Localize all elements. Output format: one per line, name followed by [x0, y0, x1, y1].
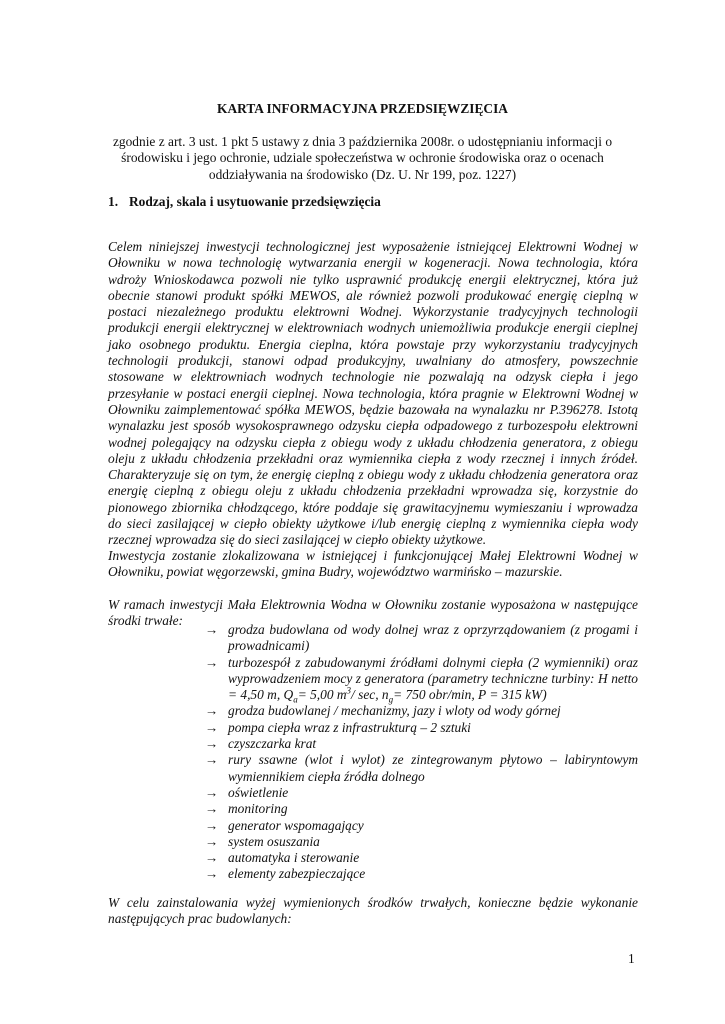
list-item: → rury ssawne (wlot i wylot) ze zintegrowanym płytowo – labiryntowym wymiennikiem ciepła źródła dolnego — [205, 752, 638, 784]
turbine-n-subscript: g — [388, 694, 394, 705]
works-intro-paragraph: W celu zainstalowania wyżej wymienionych środków trwałych, konieczne będzie wykonanie następujących prac budowlanych: — [108, 895, 638, 927]
section-number: 1. — [108, 194, 119, 209]
list-item: → grodza budowlana od wody dolnej wraz z oprzyrządowaniem (z progami i prowadnicami) — [205, 622, 638, 654]
equipment-list — [205, 622, 638, 883]
list-item: → pompa ciepła wraz z infrastrukturą – 2 sztuki — [205, 719, 471, 735]
arrow-icon: → — [205, 703, 219, 719]
arrow-icon: → — [205, 752, 219, 768]
list-item: → automatyka i sterowanie — [205, 850, 360, 866]
arrow-icon: → — [205, 833, 219, 849]
list-item: → system osuszania — [205, 833, 320, 849]
document-title: KARTA INFORMACYJNA PRZEDSIĘWZIĘCIA — [217, 101, 508, 116]
arrow-icon: → — [205, 817, 219, 833]
arrow-icon: → — [205, 850, 219, 866]
arrow-icon: → — [205, 866, 219, 882]
section-title: Rodzaj, skala i usytuowanie przedsięwzięcia — [129, 194, 381, 209]
list-item: → turbozespół z zabudowanymi źródłami dolnymi ciepła (2 wymienniki) oraz wyprowadzeniem mocy z generatora (parametry techniczne turbiny: H netto = 4,50 m, $Q_a= 5,00$ $m^3/$ sec, $n_g= 750$ obr/min, P = 315 kW) — [205, 654, 638, 705]
page-number: 1 — [628, 951, 635, 966]
list-item: → oświetlenie — [205, 784, 289, 800]
list-item: → grodza budowlanej / mechanizmy, jazy i wloty od wody górnej — [205, 703, 561, 719]
turbine-q-superscript: 3 — [346, 685, 352, 696]
list-item: → monitoring — [205, 801, 288, 817]
arrow-icon: → — [205, 719, 219, 735]
equipment-intro-paragraph: W ramach inwestycji Mała Elektrownia Wodna w Ołowniku zostanie wyposażona w następujące środki trwałe: — [108, 597, 638, 629]
turbine-q-subscript: a — [293, 694, 298, 705]
arrow-icon: → — [205, 736, 219, 752]
arrow-icon: → — [205, 622, 219, 637]
document-subtitle: zgodnie z art. 3 ust. 1 pkt 5 ustawy z dnia 3 października 2008r. o udostępnianiu informacji o środowisku i jego ochronie, udziale społeczeństwa w ochronie środowiska oraz o ocenach oddziaływania na środowisko (Dz. U. Nr 199, poz. 1227) — [112, 134, 613, 182]
location-paragraph: Inwestycja zostanie zlokalizowana w istniejącej i funkcjonującej Małej Elektrowni Wodnej w Ołowniku, powiat węgorzewski, gmina Budry, województwo warmińsko – mazurskie. — [108, 548, 638, 580]
list-item: → elementy zabezpieczające — [205, 866, 366, 882]
intro-paragraph: Celem niniejszej inwestycji technologicznej jest wyposażenie istniejącej Elektrowni Wodnej w Ołowniku w nowa technologię wytwarzania energii w kogeneracji. Nowa technologia, która wdroży Wnioskodawca pozwoli nie tylko usprawnić produkcję energii elektrycznej, która już obecnie stanowi produkt spółki MEWOS, ale również pozwoli produkować energię cieplną w postaci niezależnego produktu elektrowni Wodnej. Wykorzystanie tradycyjnych technologii produkcji energii elektrycznej w elektrowniach wodnych uniemożliwia produkcje energii cieplnej jako osobnego produktu. Energia cieplna, która powstaje przy wykorzystaniu tradycyjnych technologii produkcji, stanowi odpad produkcyjny, uwalniany do atmosfery, powszechnie stosowane w elektrowniach wodnych technologie nie pozwalają na odzysk ciepła i jego przesyłanie w postaci energii cieplnej. Nowa technologia, która pragnie w Elektrowni Wodnej w Ołowniku zaimplementować spółka MEWOS, będzie bazowała na wynalazku nr P.396278. Istotą wynalazku jest sposób wysokosprawnego odzysku ciepła odpadowego z turbozespołu elektrowni wodnej polegający na odzysku ciepła z obiegu wody z układu chłodzenia generatora, z obiegu oleju z układu chłodzenia przekładni oraz wymiennika ciepła z wody rzecznej i innych źródeł. Charakteryzuje się on tym, że energię cieplną z obiegu wody z układu chłodzenia generatora oraz energię cieplną z obiegu oleju z układu chłodzenia przekładni wprowadza się, korzystnie do pionowego zbiornika chłodzącego, które poddaje się grawitacyjnemu wymieszaniu i wprowadza do sieci zasilającej w ciepło obiekty użytkowe i/lub energię cieplną z wymiennika ciepła wody rzecznej wprowadza się do sieci zasilającej w ciepło obiekty użytkowe. — [108, 239, 638, 548]
arrow-icon: → — [205, 784, 219, 800]
arrow-icon: → — [205, 801, 219, 817]
list-item: → generator wspomagający — [205, 817, 364, 833]
arrow-icon: → — [205, 654, 219, 670]
list-item: → czyszczarka krat — [205, 736, 317, 752]
section-heading — [108, 194, 381, 210]
